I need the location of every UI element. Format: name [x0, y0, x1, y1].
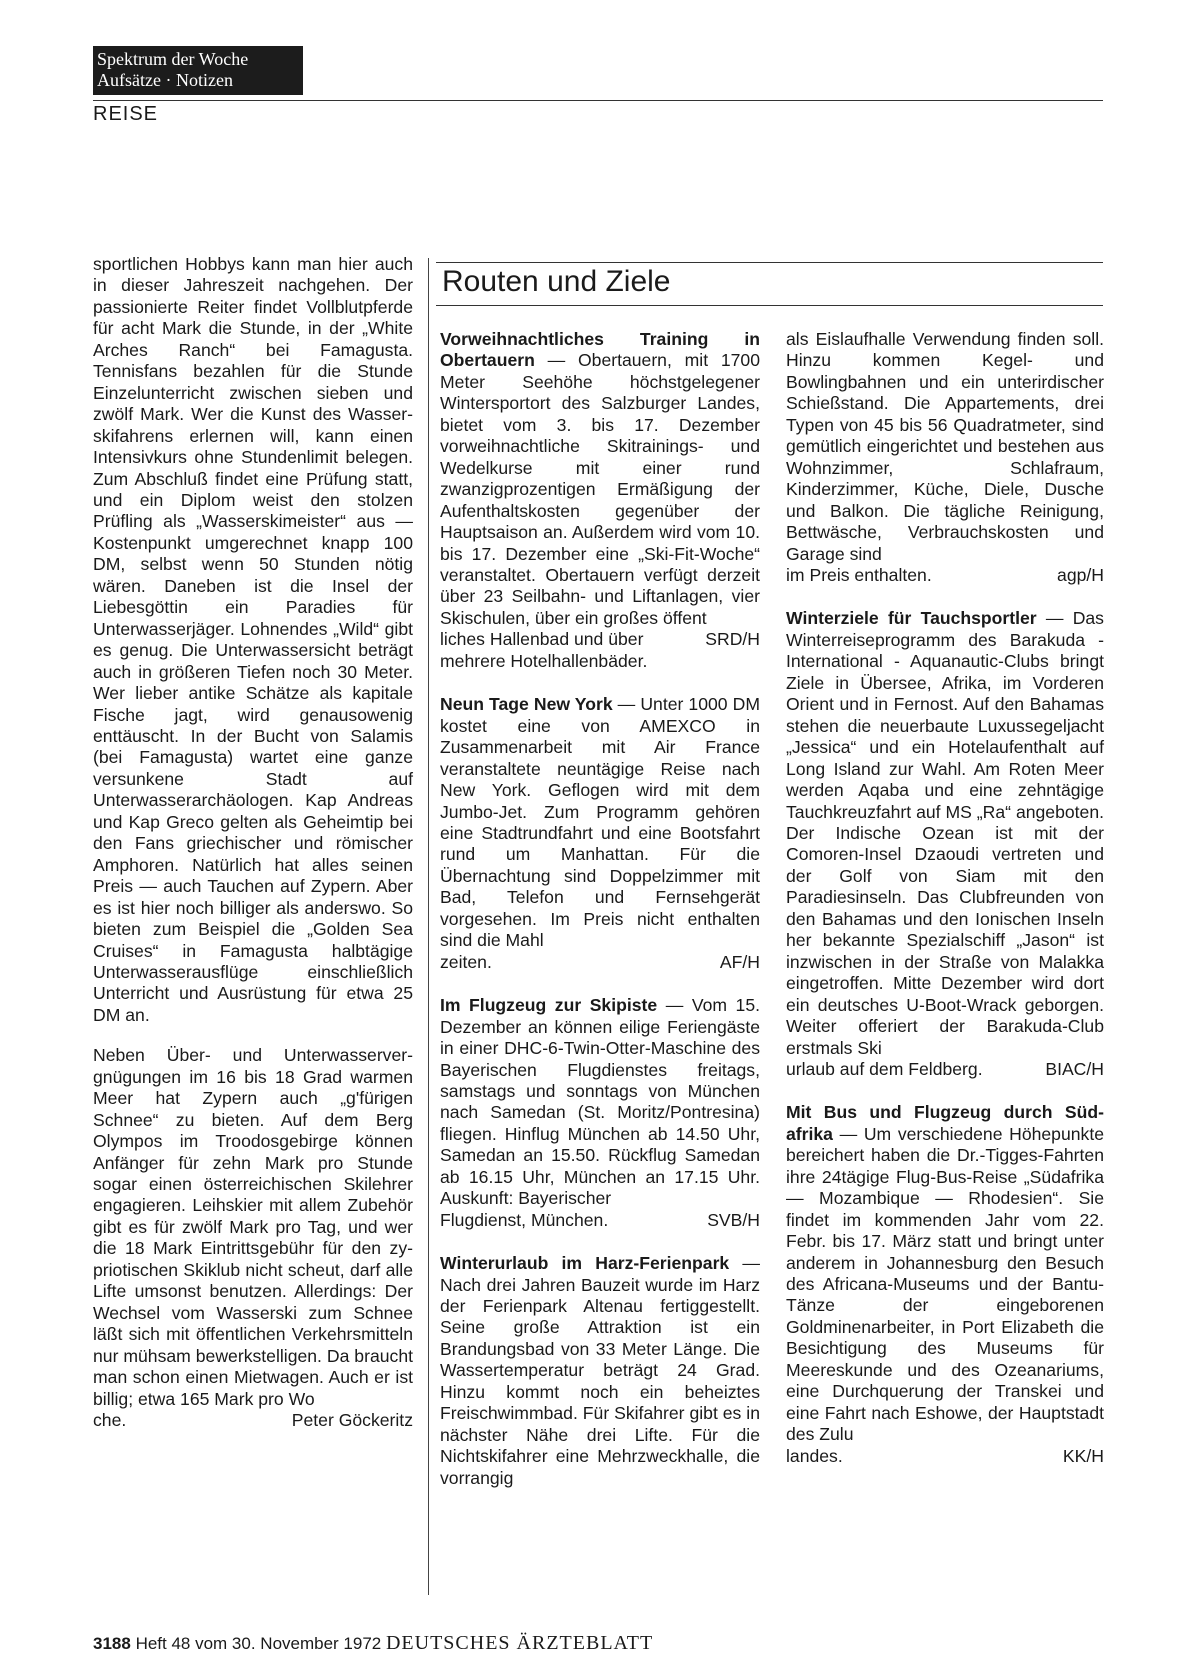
news-body: — Das Winterreiseprogramm des Barakuda - International - Aquanautic-Clubs bringt Ziele in Übersee, Afrika, im Vorderen Orient und in Fernost. Auf den Bahamas stehen die neuerbaute Luxussegeljacht „Jessica“ und ein Hotelaufenthalt auf Long Island zur Wahl. Am Roten Meer werden Aqaba und eine zehntägige Tauchkreuzfahrt auf MS „Ra“ angeboten. Der Indische Ozean ist mit der Comoren-Insel Dzaoudi vertreten und der Golf von Siam mit den Paradiesinseln. Das Clubfreunden von den Bahamas und den Ionischen Inseln her bekannte Spezialschiff „Jason“ ist inzwischen in der Straße von Malakka eingetroffen. Mitte Dezember wird dort ein deutsches U-Boot-Wrack geborgen. Weiter offeriert der Barakuda-Club erstmals Ski — [786, 608, 1104, 1058]
signature-line — [440, 952, 760, 973]
signature-line — [786, 565, 1104, 586]
page-footer — [93, 1632, 653, 1655]
signature-line — [440, 629, 760, 672]
news-item — [440, 1253, 760, 1489]
page-number: 3188 — [93, 1634, 131, 1653]
article-title: Routen und Ziele — [442, 265, 671, 298]
news-headline: Winterurlaub im Harz-Ferienpark — [440, 1253, 730, 1274]
news-body: — Um verschiedene Höhepunkte bereichert haben die Dr.-Tigges-Fahrten ihre 24tägige Flug-Bus-Reise „Südafrika — Mozambique — Rhodesien“. Sie findet im kommenden Jahr vom 22. Febr. bis 17. März statt und bringt unter anderem in Johannesburg den Besuch des Africana-Museums und der Bantu-Tänze der eingeborenen Goldminenarbeiter, in Port Elizabeth die Besichtigung des Museums für Meereskunde und des Ozeanariums, eine Durchquerung der Transkei und eine Fahrt nach Eshowe, der Hauptstadt des Zulu — [786, 1123, 1104, 1445]
section-label-line2: Aufsätze · Notizen — [97, 70, 233, 90]
last-line: landes. — [786, 1445, 843, 1466]
paragraph: Neben Über- und Unterwasservergnügungen im 16 bis 18 Grad warmen Meer hat Zypern auch „g'fürigen Schnee“ zu bieten. Auf dem Berg Olympos im Troodosgebirge können Anfänger für zehn Mark pro Stunde sogar einen österreichischen Skilehrer engagieren. Leihskier mit allem Zubehör gibt es für zwölf Mark pro Tag, und wer die 18 Mark Eintrittsgebühr für den zypriotischen Skiklub nicht scheut, darf alle Lifte umsonst benutzen. Allerdings: Der Wechsel vom Wasserski zum Schnee läßt sich mit öffentlichen Verkehrsmitteln nur mühsam bewerkstelligen. Da braucht man schon einen Mietwagen. Auch er ist billig; etwa 165 Mark pro Wo — [93, 1045, 413, 1409]
news-headline: Neun Tage New York — [440, 694, 613, 715]
signature-line — [786, 1059, 1104, 1080]
signature-line — [440, 1210, 760, 1231]
last-line: urlaub auf dem Feldberg. — [786, 1058, 983, 1079]
last-line: che. — [93, 1410, 127, 1431]
column-3 — [786, 329, 1104, 1467]
author-signature: Peter Göckeritz — [291, 1410, 413, 1431]
agency-signature: SRD/H — [705, 629, 760, 650]
section-label-line1: Spektrum der Woche — [97, 49, 249, 69]
news-headline: Im Flugzeug zur Skipiste — [440, 995, 658, 1016]
news-item — [440, 995, 760, 1210]
news-body: — Unter 1000 DM kostet eine von AMEXCO in Zusammenarbeit mit Air France veranstaltete neuntägige Reise nach New York. Geflogen wird mit dem Jumbo-Jet. Zum Programm gehören eine Stadtrundfahrt und eine Bootsfahrt rund um Manhattan. Für die Übernachtung sind Doppelzimmer mit Bad, Telefon und Fernsehgerät vorgesehen. Im Preis nicht enthalten sind die Mahl — [440, 694, 760, 951]
last-line: Flugdienst, München. — [440, 1209, 609, 1230]
news-item — [440, 329, 760, 629]
section-title: REISE — [93, 103, 159, 125]
agency-signature: AF/H — [719, 951, 760, 972]
column-divider — [428, 258, 429, 1595]
title-rule-top — [436, 262, 1103, 263]
section-label-box — [93, 46, 303, 95]
paragraph: sportlichen Hobbys kann man hier auch in dieser Jahreszeit nachgehen. Der passionierte Reiter findet Vollblutpferde für acht Mark die Stunde, in der „White Arches Ranch“ bei Famagusta. Tennisfans bezahlen für die Stunde Einzelunterricht zwischen sieben und zwölf Mark. Wer die Kunst des Wasserskifahrens erlernen will, kann einen Intensivkurs ohne Stundenlimit belegen. Zum Abschluß findet eine Prüfung statt, und ein Diplom weist den stolzen Prüfling als „Wasserskimeister“ aus — Kostenpunkt umgerechnet knapp 100 DM, selbst wenn 50 Stunden nötig wären. Daneben ist die Insel der Liebesgöttin ein Paradies für Unterwasserjäger. Lohnendes „Wild“ gibt es genug. Die Unterwassersicht beträgt auch in größeren Tiefen noch 30 Meter. Wer lieber antike Schätze als kapitale Fische jagt, wird genausowenig enttäuscht. In der Bucht von Salamis (bei Famagusta) wartet eine ganze versunkene Stadt auf Unterwasserarchäologen. Kap Andreas und Kap Greco gelten als Geheimtip bei den Fans griechischer und römischer Amphoren. Natürlich hat alles seinen Preis — auch Tauchen auf Zypern. Aber es ist hier noch billiger als anderswo. So bieten zum Beispiel die „Golden Sea Cruises“ in Famagusta halbtägige Unterwasserausflüge einschließlich Unterricht und Ausrüstung für etwa 25 DM an. — [93, 254, 413, 1025]
news-body: als Eislaufhalle Verwendung finden soll. Hinzu kommen Kegel- und Bowlingbahnen und ein unterirdischer Schießstand. Die Appartements, drei Typen von 45 bis 56 Quadratmeter, sind gemütlich eingerichtet und bestehen aus Wohnzimmer, Schlafraum, Kinderzimmer, Küche, Diele, Dusche und Balkon. Die tägliche Reinigung, Bettwäsche, Verbrauchskosten und Garage sind — [786, 329, 1104, 564]
signature-line — [786, 1446, 1104, 1467]
magazine-name: DEUTSCHES ÄRZTEBLATT — [385, 1632, 654, 1654]
last-line: liches Hallenbad und über mehrere Hotelhallenbäder. — [440, 629, 648, 671]
news-headline: Winterziele für Tauchsportler — [786, 608, 1037, 629]
signature-line — [93, 1410, 413, 1431]
header-rule — [93, 100, 1103, 101]
news-headline: Mit Bus und Flugzeug durch Südafrika — [786, 1102, 1104, 1144]
issue-info: Heft 48 vom 30. November 1972 — [135, 1634, 382, 1653]
agency-signature: SVB/H — [707, 1209, 760, 1230]
news-body: — Nach drei Jahren Bauzeit wurde im Harz der Ferienpark Altenau fertiggestellt. Seine große Attraktion ist ein Brandungsbad von 33 Meter Länge. Die Wassertemperatur beträgt 24 Grad. Hinzu kommt noch ein beheiztes Freischwimmbad. Für Skifahrer gibt es in nächster Nähe drei Lifte. Für die Nichtskifahrer eine Mehrzweckhalle, die vorrangig — [440, 1253, 761, 1488]
news-item — [440, 694, 760, 951]
agency-signature: agp/H — [1057, 564, 1104, 585]
news-body: — Obertauern, mit 1700 Meter Seehöhe höchstgelegener Wintersportort des Salzburger Landes, bietet vom 3. bis 17. Dezember vorweihnachtliche Skitrainings- und Wedelkurse mit einer rund zwanzigprozentigen Ermäßigung der Aufenthaltskosten gegenüber der Hauptsaison an. Außerdem wird vom 10. bis 17. Dezember eine „Ski-Fit-Woche“ veranstaltet. Obertauern verfügt derzeit über 23 Seilbahn- und Liftanlagen, vier Skischulen, über ein großes öffent — [440, 350, 760, 628]
column-1 — [93, 254, 413, 1431]
column-2 — [440, 329, 760, 1489]
news-body: — Vom 15. Dezember an können eilige Feriengäste in einer DHC-6-Twin-Otter-Maschine des Bayerischen Flugdienstes freitags, samstags und sonntags von München nach Samedan (St. Moritz/Pontresina) fliegen. Hinflug München ab 14.50 Uhr, Samedan an 15.50. Rückflug Samedan ab 16.15 Uhr, München an 17.15 Uhr. Auskunft: Bayerischer — [440, 995, 760, 1209]
agency-signature: BIAC/H — [1045, 1058, 1104, 1079]
title-rule-bottom — [436, 305, 1103, 306]
news-item — [786, 608, 1104, 1059]
news-item — [786, 1102, 1104, 1445]
last-line: im Preis enthalten. — [786, 564, 932, 585]
last-line: zeiten. — [440, 951, 492, 972]
agency-signature: KK/H — [1062, 1445, 1104, 1466]
news-headline: Vorweihnachtliches Training in Obertauern — [440, 329, 760, 371]
